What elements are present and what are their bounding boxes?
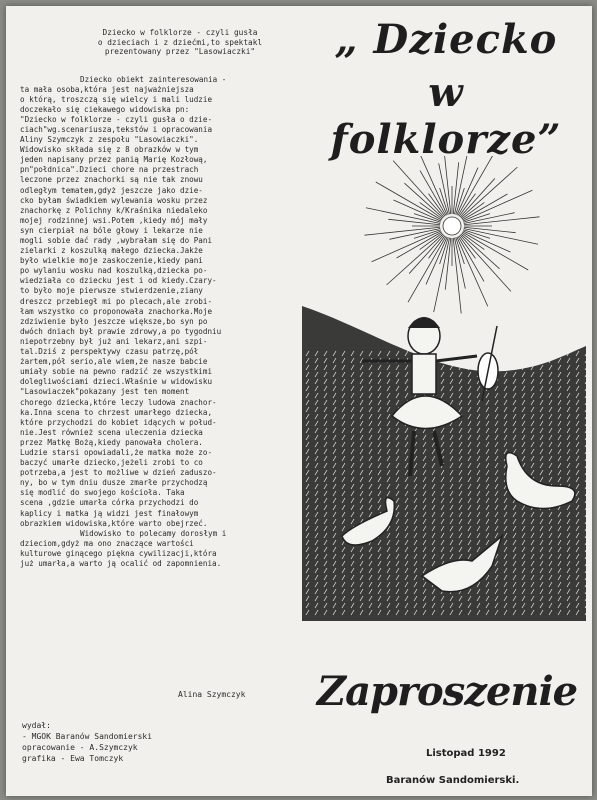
article-line: łam wszystko co proponowała znachorka.Moje: [20, 306, 213, 316]
article-line: mogli sobie dać rady ,wybrałam się do Pani: [20, 236, 213, 245]
article-line: żartem,pół serio,ale wiem,że nasze babcie: [20, 357, 208, 367]
article-line: syn cierpiał na bóle głowy i lekarze nie: [20, 225, 203, 235]
article-line: kaplicy i matka ją widzi jest finałowym: [20, 508, 199, 518]
article-line: potrzeba,a jest to możliwe w dzień zaduszo-: [20, 468, 217, 478]
article-line: tal.Dziś z perspektywy czasu patrzę,pół: [20, 347, 199, 357]
article-line: kulturowe ginącego piękna cywilizacji,która: [20, 548, 217, 558]
article-line: ny, bo w tym dniu dusze zmarłe przychodzą: [20, 478, 208, 488]
article-line: baczyć umarłe dziecko,jeżeli zrobi to co: [20, 458, 203, 468]
article-line: dolegliwościami dzieci.Właśnie w widowisku: [20, 377, 213, 387]
article-line: ciach"wg.scenariusza,tekstów i opracowania: [20, 124, 213, 134]
article-line: mojej rodzinnej wsi.Potem ,kiedy mój mały: [20, 215, 208, 225]
credits-line: wydał:: [22, 721, 51, 730]
article-line: odległym tematem,gdyż jeszcze jako dzie-: [20, 185, 203, 195]
credits-line: opracowanie - A.Szymczyk: [22, 743, 138, 752]
article-line: po wylaniu wosku nad koszulką,dziecka po-: [20, 266, 208, 276]
article-body: [20, 75, 310, 570]
sun-icon: [364, 156, 539, 314]
left-column: [20, 28, 310, 569]
article-line: chorego dziecka,które leczy ludowa znachor-: [20, 397, 217, 407]
article-line: "Lasowiaczek"pokazany jest ten moment: [20, 387, 190, 397]
article-line: się modlić do swojego kościoła. Taka: [20, 488, 185, 498]
article-line: pn"połdnica".Dzieci chore na przestrach: [20, 165, 199, 175]
article-line: obrazkiem widowiska,które warto obejrzeć.: [20, 518, 208, 528]
header-note: [60, 28, 300, 57]
credits-line: - MGOK Baranów Sandomierski: [22, 732, 153, 741]
title-line-1: „ Dziecko: [334, 16, 558, 63]
article-line: znachorkę z Polichny k/Kraśnika niedaleko: [20, 205, 208, 215]
article-line: dwóch dniach był prawie zdrowy,a po tygodniu: [20, 326, 222, 336]
article-line: jeden napisany przez panią Marię Kozłową,: [20, 155, 208, 165]
article-line: Widowisko to polecamy dorosłym i: [80, 528, 227, 538]
folk-illustration: [302, 156, 586, 621]
article-line: ta mała osoba,która jest najważniejsza: [20, 84, 194, 94]
article-line: wiedziała co dziecku jest i od kiedy.Czary-: [20, 276, 217, 286]
event-place: Baranów Sandomierski.: [386, 775, 520, 786]
article-line: to było moje pierwsze stwierdzenie,ziany: [20, 286, 203, 296]
article-line: zdziwienie było jeszcze większe,bo syn po: [20, 316, 208, 326]
header-note-line: o dzieciach i z dziećmi,to spektakl: [97, 37, 263, 47]
article-line: ka.Inna scena to chrzest umarłego dziecka,: [20, 407, 213, 417]
article-line: przez Matkę Bożą,kiedy panowała cholera.: [20, 437, 203, 447]
article-line: doczekało się ciekawego widowiska pn:: [20, 104, 190, 114]
article-line: niepotrzebny był już ani lekarz,ani szpi-: [20, 336, 208, 346]
article-line: Widowisko składa się z 8 obrazków w tym: [20, 145, 199, 155]
article-line: nie.Jest również scena uleczenia dziecka: [20, 427, 203, 437]
credits: [22, 720, 152, 764]
article-line: dreszcz przebiegł mi po plecach,ale zrobi-: [20, 296, 213, 306]
article-line: o którą, troszczą się wielcy i mali ludzie: [20, 94, 213, 104]
credits-line: grafika - Ewa Tomczyk: [22, 754, 124, 763]
article-line: dzieciom,gdyż ma ono znaczące wartości: [20, 538, 194, 548]
invitation-heading: Zaproszenie: [316, 668, 578, 715]
poster-sheet: [6, 6, 592, 796]
poster-title: [306, 16, 586, 163]
article-line: zielarki z koszulką małego dziecka.Jakże: [20, 246, 203, 256]
header-note-line: prezentowany przez "Lasowiaczki": [104, 47, 256, 56]
article-line: Aliny Szymczyk z zespołu "Lasowiaczki".: [20, 135, 199, 145]
article-line: już umarła,a warto ją ocalić od zapomnienia.: [20, 559, 222, 568]
header-note-line: Dziecko w folklorze - czyli gusła: [102, 28, 258, 37]
event-date: Listopad 1992: [426, 748, 506, 759]
article-line: scena ,gdzie umarła córka przychodzi do: [20, 498, 199, 508]
article-line: umiały sobie na pewno radzić ze wszystkimi: [20, 367, 213, 377]
article-line: Ludzie starsi opowiadali,że matka może zo-: [20, 447, 213, 457]
article-line: cko byłam świadkiem wylewania wosku przez: [20, 195, 208, 205]
article-line: które przychodzi do kobiet idących w połud-: [20, 417, 217, 427]
article-line: "Dziecko w folklorze - czyli gusła o dzie-: [20, 114, 213, 124]
title-line-2: w folklorze”: [330, 69, 562, 163]
article-line: Dziecko obiekt zainteresowania -: [80, 74, 227, 84]
author-signature: Alina Szymczyk: [178, 690, 246, 699]
article-line: leczone przez znachorki są nie tak znowu: [20, 175, 203, 185]
article-line: było wielkie moje zaskoczenie,kiedy pani: [20, 256, 203, 266]
